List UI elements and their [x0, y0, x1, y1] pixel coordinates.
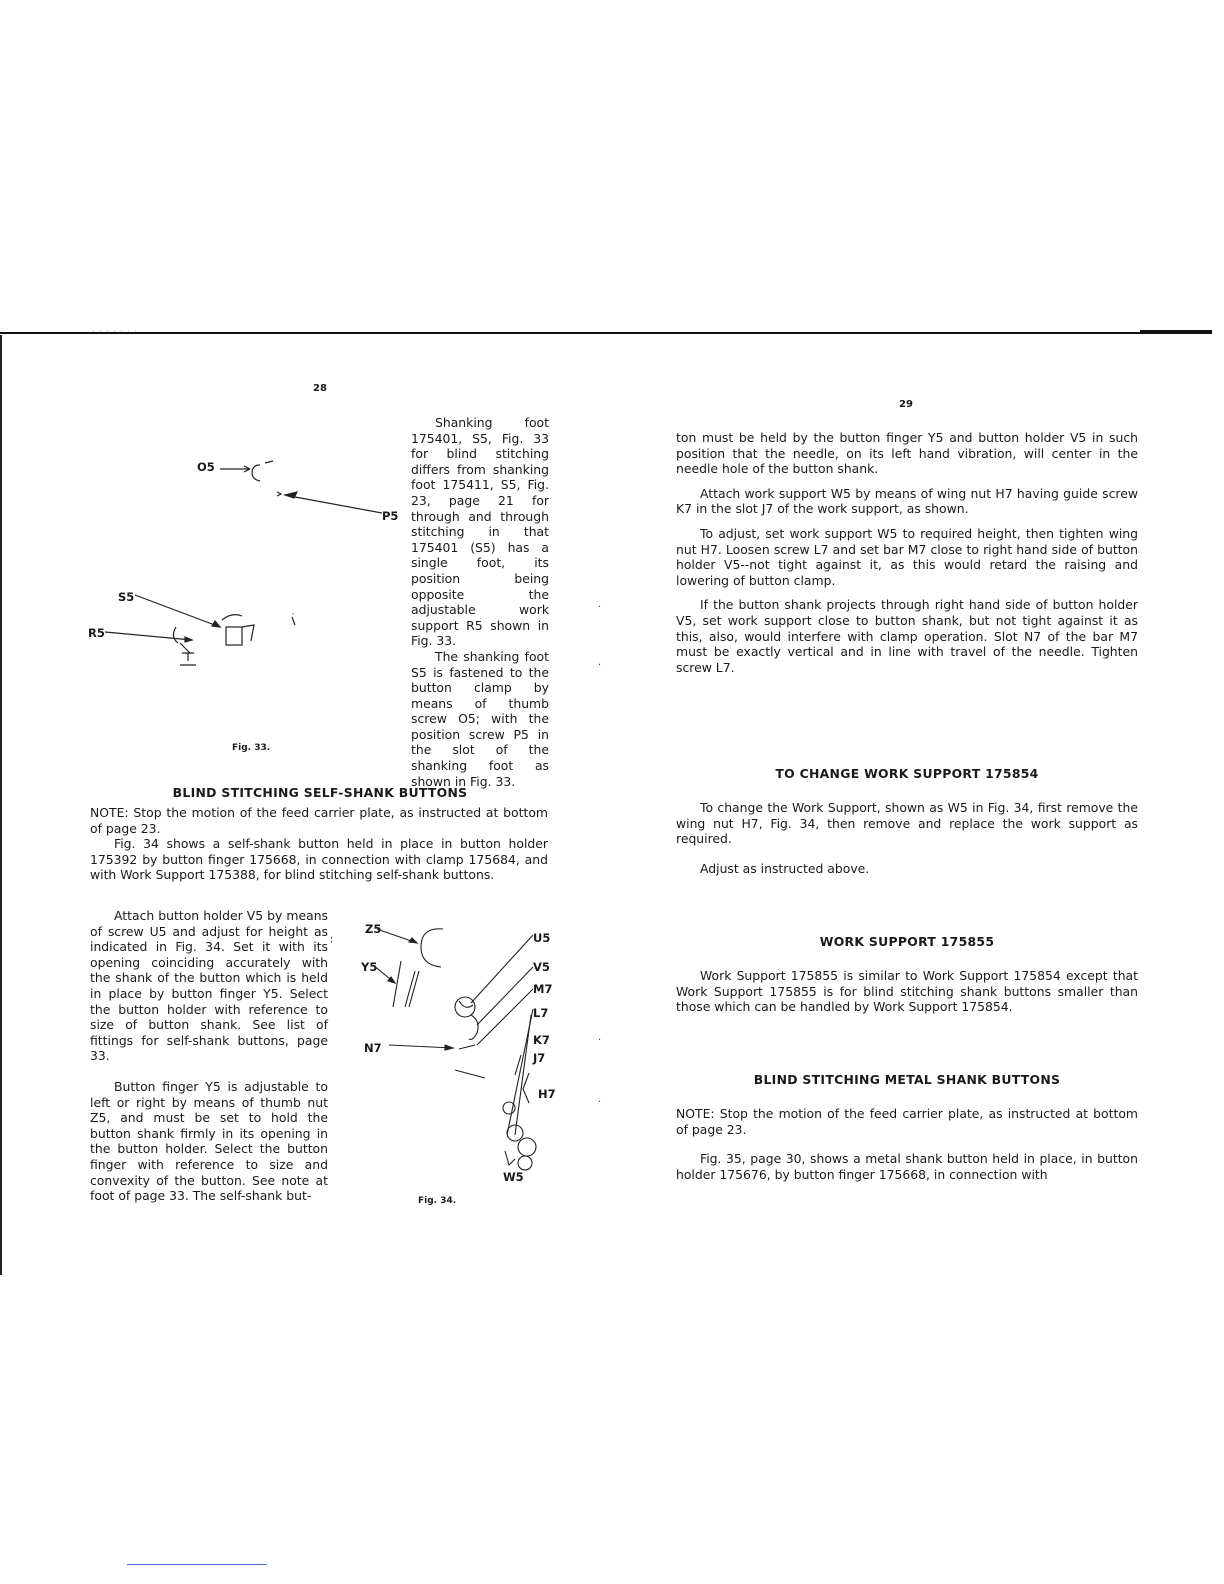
change-work-support-text — [676, 800, 1138, 876]
fig34-label-u5: U5 — [533, 931, 551, 945]
fig34-drawing — [355, 915, 555, 1175]
fig33-drawing — [100, 455, 400, 685]
fig34-label-l7: L7 — [533, 1006, 549, 1020]
scan-mark: ˈ — [330, 940, 333, 951]
scan-mark: ′ — [292, 612, 295, 623]
page-number-left: 28 — [313, 383, 327, 394]
fig34-caption: Fig. 34. — [418, 1196, 457, 1206]
fig34-label-z5: Z5 — [365, 922, 382, 936]
body-paragraph: To change the Work Support, shown as W5 in Fig. 34, first remove the wing nut H7, Fig. 34, then remove and replace the work support as required. — [676, 800, 1138, 847]
scan-mark: ‚ — [330, 930, 334, 941]
fig33-label-p5: P5 — [382, 509, 399, 523]
body-paragraph: To adjust, set work support W5 to required height, then tighten wing nut H7. Loosen screw L7 and set bar M7 close to right hand side of button holder V5--not tight against it, as this would retard the raising and lowering of button clamp. — [676, 525, 1138, 588]
fig34-label-y5: Y5 — [361, 960, 378, 974]
left-edge-rule — [0, 335, 2, 1275]
body-paragraph: Button finger Y5 is adjustable to left or right by means of thumb nut Z5, and must be set to hold the button shank firmly in its opening in the button holder. Select the button finger with reference to size and convexity of the button. See note at foot of page 33. The self-shank but- — [90, 1078, 328, 1204]
heading-change-work-support: TO CHANGE WORK SUPPORT 175854 — [775, 766, 1039, 781]
body-paragraph: Attach button holder V5 by means of screw U5 and adjust for height as indicated in Fig. 34. Set it with its opening coinciding accurately with the shank of the button which is held in place by button finger Y5. Select the button holder with reference to size of button shank. See list of fittings for self-shank buttons, page 33. — [90, 908, 328, 1064]
intro-paragraph: Shanking foot 175401, S5, Fig. 33 for blind stitching differs from shanking foot 175411, S5, Fig. 23, page 21 for through and through stitching in that 175401 (S5) has a single foot, its position being opposite the adjustable work support R5 shown in Fig. 33. — [411, 415, 549, 649]
heading-work-support-175855: WORK SUPPORT 175855 — [819, 934, 995, 949]
body-paragraph: If the button shank projects through right hand side of button holder V5, set work support close to button shank, but not tight against it as this, also, would interfere with clamp operation. Slot N7 of the bar M7 must be exactly vertical and in line with travel of the needle. Tighten screw L7. — [676, 597, 1138, 675]
fig34-label-h7: H7 — [538, 1087, 556, 1101]
intro-paragraph: The shanking foot S5 is fastened to the button clamp by means of thumb screw O5; with the position screw P5 in the slot of the shanking foot as shown in Fig. 33. — [411, 648, 549, 789]
fig34-label-n7: N7 — [364, 1041, 382, 1055]
body-paragraph: Adjust as instructed above. — [700, 860, 870, 876]
scan-dots: · · · · · · · — [92, 327, 139, 336]
note-text — [90, 805, 548, 883]
scan-mark: · — [598, 1035, 602, 1046]
fig34-label-j7: J7 — [533, 1051, 546, 1065]
scan-mark: · — [598, 602, 602, 613]
intro-text — [411, 415, 549, 789]
scan-mark: · — [598, 660, 602, 671]
note-paragraph: NOTE: Stop the motion of the feed carrier plate, as instructed at bottom of page 23. — [676, 1106, 1138, 1137]
fig33-label-r5: R5 — [88, 626, 105, 640]
scan-mark: · — [598, 1097, 602, 1108]
heading-metal-shank-buttons: BLIND STITCHING METAL SHANK BUTTONS — [753, 1072, 1061, 1087]
heading-blind-stitching-self-shank: BLIND STITCHING SELF-SHANK BUTTONS — [172, 785, 468, 800]
fig33-label-s5: S5 — [118, 590, 135, 604]
fig33-label-o5: O5 — [197, 460, 215, 474]
fig34-label-m7: M7 — [533, 982, 553, 996]
body-paragraph: Attach work support W5 by means of wing nut H7 having guide screw K7 in the slot J7 of the work support, as shown. — [676, 485, 1138, 517]
fig34-label-k7: K7 — [533, 1033, 550, 1047]
top-rule-thick-end — [1140, 330, 1212, 334]
fig34-label-v5: V5 — [533, 960, 550, 974]
button-holder-text — [90, 908, 328, 1204]
fig33-caption: Fig. 33. — [232, 743, 271, 753]
fig34-label-w5: W5 — [503, 1170, 524, 1184]
body-paragraph: Fig. 35, page 30, shows a metal shank button held in place, in button holder 175676, by button finger 175668, in connection with — [676, 1151, 1138, 1182]
note-paragraph: NOTE: Stop the motion of the feed carrier plate, as instructed at bottom of page 23. — [90, 805, 548, 836]
bottom-rule — [127, 1564, 267, 1565]
body-paragraph: ton must be held by the button finger Y5 and button holder V5 in such position that the needle, on its left hand vibration, will center in the needle hole of the button shank. — [676, 430, 1138, 477]
page-number-right: 29 — [899, 399, 913, 410]
fig34-description: Fig. 34 shows a self-shank button held in place in button holder 175392 by button finger 175668, in connection with clamp 175684, and with Work Support 175388, for blind stitching self-shank buttons. — [90, 836, 548, 883]
body-paragraph: Work Support 175855 is similar to Work Support 175854 except that Work Support 175855 is for blind stitching shank buttons smaller than those which can be handled by Work Support 175854. — [676, 968, 1138, 1015]
work-support-175855-text — [676, 968, 1138, 1015]
metal-shank-text — [676, 1106, 1138, 1182]
top-rule — [0, 332, 1212, 334]
right-body-text — [676, 430, 1138, 675]
